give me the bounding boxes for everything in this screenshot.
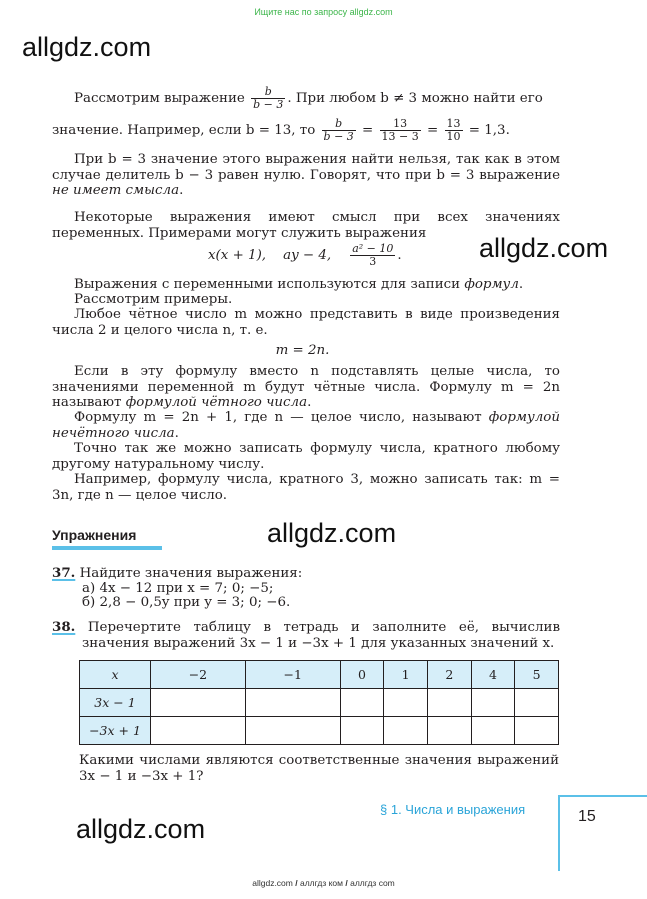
- table-cell: 5: [515, 661, 559, 689]
- footer-divider: [558, 795, 647, 797]
- text: .: [307, 395, 312, 411]
- fraction-denominator: 3: [369, 255, 377, 268]
- italic-term: формулой нечётного числа: [52, 410, 560, 441]
- footer-divider: [558, 795, 560, 871]
- exercise-38: [52, 620, 560, 651]
- text: =: [362, 123, 374, 138]
- values-table: [79, 660, 559, 745]
- table-cell: [515, 689, 559, 717]
- text: . При любом b ≠ 3 можно найти его: [287, 91, 543, 106]
- table-cell: [384, 717, 428, 745]
- table-cell: [515, 717, 559, 745]
- exercise-text: Найдите значения выражения:: [79, 566, 303, 581]
- fraction: [350, 243, 395, 268]
- banner-link[interactable]: allgdz.com: [252, 878, 293, 888]
- table-cell: [427, 689, 471, 717]
- expression: ay − 4,: [283, 248, 332, 263]
- table-cell: [340, 689, 384, 717]
- table-cell: [245, 717, 340, 745]
- watermark: allgdz.com: [479, 233, 609, 263]
- table-cell: [80, 661, 151, 689]
- watermark: allgdz.com: [22, 32, 152, 62]
- separator: /: [345, 878, 348, 888]
- table-row: [80, 717, 559, 745]
- paragraph-5: Рассмотрим примеры.: [74, 292, 233, 307]
- paragraph-8: [52, 410, 560, 441]
- table-cell: [245, 689, 340, 717]
- exercise-38-question: Какими числами являются соответственные значения выражений 3x − 1 и −3x + 1?: [79, 753, 559, 784]
- exercise-37-a: а) 4x − 12 при x = 7; 0; −5;: [82, 581, 274, 596]
- fraction-denominator: b − 3: [323, 130, 354, 143]
- watermark: allgdz.com: [267, 518, 397, 548]
- paragraph-10: Например, формулу числа, кратного 3, можно записать так: m = 3n, где n — целое число.: [52, 472, 560, 503]
- fraction: [322, 118, 356, 143]
- cell-text: x: [111, 667, 119, 682]
- table-cell: [151, 717, 246, 745]
- paragraph-7: [52, 364, 560, 411]
- paragraph-3: Некоторые выражения имеют смысл при всех значениях переменных. Примерами могут служить выражения: [52, 210, 560, 241]
- fraction-denominator: 13 − 3: [381, 130, 419, 143]
- table-cell: [340, 717, 384, 745]
- exercise-number: 38.: [52, 619, 76, 635]
- banner-link[interactable]: аллгдз ком: [300, 878, 343, 888]
- table-cell: −1: [245, 661, 340, 689]
- text: Рассмотрим выражение: [74, 91, 245, 106]
- text: Формулу m = 2n + 1, где n — целое число, называют: [74, 410, 489, 425]
- text: .: [179, 183, 184, 199]
- paragraph-1: [74, 86, 543, 111]
- text: .: [174, 425, 179, 441]
- exercise-37: [52, 565, 302, 581]
- fraction: [445, 118, 463, 143]
- fraction-numerator: b: [322, 118, 356, 131]
- paragraph-4: [52, 277, 560, 293]
- table-cell: 4: [471, 661, 515, 689]
- text: .: [397, 248, 402, 263]
- page-number: 15: [578, 808, 596, 825]
- text: Если в эту формулу вместо n подставлять целые числа, то значениями переменной m будут чётные числа. Формулу m = 2n называют: [52, 364, 560, 411]
- table-cell: −2: [151, 661, 246, 689]
- section-underline: [52, 546, 162, 550]
- expression: x(x + 1),: [208, 248, 267, 263]
- text: При b = 3 значение этого выражения найти нельзя, так как в этом случае делитель b − 3 равен нулю. Говорят, что при b = 3 выражение: [52, 152, 560, 183]
- table-cell: [151, 689, 246, 717]
- text: =: [427, 123, 439, 138]
- paragraph-2: [52, 152, 560, 199]
- fraction-denominator: b − 3: [253, 98, 284, 111]
- paragraph-6: Любое чётное число m можно представить в виде произведения числа 2 и целого числа n, т. е.: [52, 307, 560, 338]
- bottom-banner: [0, 878, 647, 888]
- table-cell: [471, 717, 515, 745]
- text: = 1,3.: [468, 123, 510, 138]
- paragraph-1-cont: [52, 118, 510, 143]
- fraction-numerator: 13: [446, 117, 461, 130]
- footer-section-label: § 1. Числа и выражения: [380, 802, 526, 817]
- table-row: [80, 689, 559, 717]
- cell-text: −3x + 1: [89, 723, 141, 738]
- formula-text: m = 2n.: [275, 343, 330, 358]
- table-cell: [427, 717, 471, 745]
- banner-link[interactable]: аллгдз com: [350, 878, 395, 888]
- watermark: allgdz.com: [76, 814, 206, 844]
- text: значение. Например, если: [52, 123, 242, 138]
- italic-term: формул: [464, 277, 519, 292]
- formula: [0, 343, 605, 358]
- table-cell: [80, 689, 151, 717]
- section-title: Упражнения: [52, 527, 137, 543]
- table-cell: [384, 689, 428, 717]
- fraction: [380, 118, 421, 143]
- table-header-row: [80, 661, 559, 689]
- fraction-numerator: b: [251, 86, 285, 99]
- text: то: [299, 123, 316, 138]
- fraction-denominator: 10: [446, 130, 461, 143]
- text: .: [518, 277, 524, 292]
- text: Выражения с переменными используются для записи: [74, 277, 465, 292]
- table-cell: 1: [384, 661, 428, 689]
- table-cell: 2: [427, 661, 471, 689]
- exercise-number: 37.: [52, 565, 76, 581]
- italic-term: не имеет смысла: [52, 183, 180, 199]
- top-banner: Ищите нас по запросу allgdz.com: [254, 7, 393, 17]
- table-cell: [471, 689, 515, 717]
- table-cell: [80, 717, 151, 745]
- exercise-37-b: б) 2,8 − 0,5y при y = 3; 0; −6.: [82, 595, 291, 610]
- exercise-text: Перечертите таблицу в тетрадь и заполните её, вычислив значения выражений 3x − 1 и −3x + 1 для указанных значений x.: [82, 620, 560, 651]
- fraction-numerator: a² − 10: [352, 242, 394, 255]
- italic-term: формулой чётного числа: [125, 395, 308, 411]
- text: b = 13,: [245, 123, 296, 138]
- fraction-numerator: 13: [380, 118, 421, 131]
- paragraph-9: Точно так же можно записать формулу числа, кратного любому другому натуральному числу.: [52, 441, 560, 472]
- cell-text: 3x − 1: [94, 695, 136, 710]
- separator: /: [295, 878, 298, 888]
- fraction: [251, 86, 285, 111]
- expression-examples: [208, 243, 402, 268]
- table-cell: 0: [340, 661, 384, 689]
